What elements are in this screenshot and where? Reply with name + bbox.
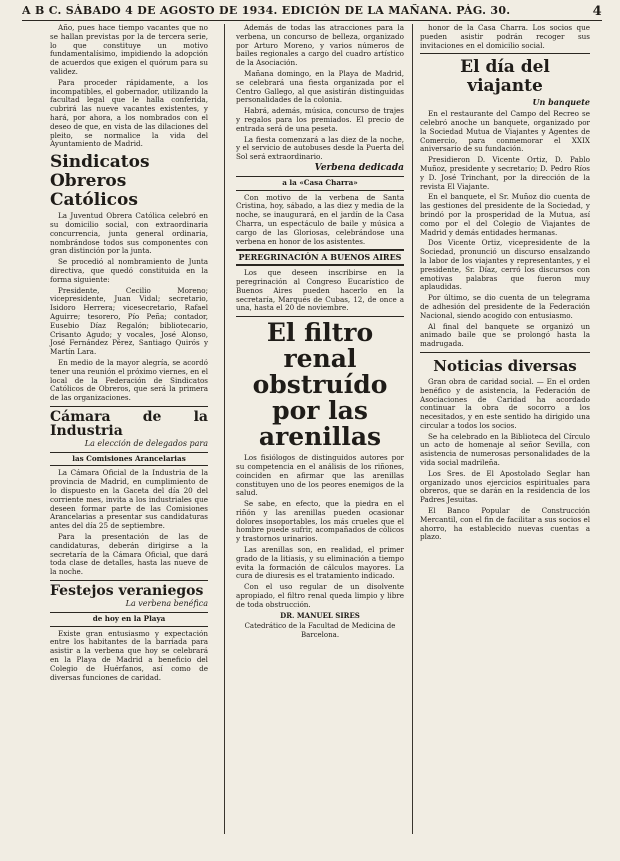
paragraph: La Juventud Obrera Católica celebró en su domicilio social, con extraordinaria concurrencia, junta general ordinaria, nombrándose todos sus componentes con gran distinción por la junta. <box>50 211 208 256</box>
section-rule <box>50 406 208 407</box>
paragraph: honor de la Casa Charra. Los socios que pueden asistir podrán recoger sus invitaciones en el domicilio social. <box>420 23 590 50</box>
section-rule <box>236 316 404 317</box>
section-rule <box>420 53 590 54</box>
paragraph: Se ha celebrado en la Biblioteca del Círculo un acto de homenaje al señor Sevilla, con asistencia de numerosas personalidades de la vida social madrileña. <box>420 431 590 468</box>
paragraph: Con el uso regular de un disolvente apropiado, el filtro renal queda limpio y libre de toda obstrucción. <box>236 582 404 609</box>
paragraph: Para la presentación de las de candidaturas, deberán dirigirse a la secretaría de la Cámara Oficial, que dará toda clase de detalles, hasta las nueve de la noche. <box>50 532 208 577</box>
paragraph: Los fisiólogos de distinguidos autores por su competencia en el análisis de los riñones, coinciden en afirmar que las arenillas constituyen uno de los peores enemigos de la salud. <box>236 453 404 498</box>
section-rule <box>420 352 590 353</box>
paragraph: Existe gran entusiasmo y expectación entre los habitantes de la barriada para asistir a la verbena que hoy se celebrará en la Playa de Madrid a beneficio del Colegio de Huérfanos, así como de diversas funciones de caridad. <box>50 628 208 682</box>
headline-filtro-renal: El filtro renal obstruído por las arenillas <box>252 318 388 452</box>
paragraph: Habrá, además, música, concurso de trajes y regalos para los premiados. El precio de entrada será de una peseta. <box>236 106 404 133</box>
boxed-subheadline: a la «Casa Charra» <box>236 176 404 191</box>
headline-sindicatos: Sindicatos Obreros Católicos <box>50 152 150 211</box>
header-text: A B C. SÁBADO 4 DE AGOSTO DE 1934. EDICIÓN DE LA MAÑANA. PÁG. 30. <box>22 4 511 17</box>
signature-name: DR. MANUEL SIRES <box>280 610 360 620</box>
paragraph: El Banco Popular de Construcción Mercantil, con el fin de facilitar a sus socios el ahorro, ha establecido nuevas cuentas a plazo. <box>420 506 590 542</box>
column-1 <box>50 24 208 684</box>
section-rule <box>50 580 208 581</box>
paragraph: Gran obra de caridad social. — En el orden benéfico y de asistencia, la Federación de Asociaciones de Caridad ha acordado continuar la obra de socorro a los necesitados, y en este sentido ha dirigido una circular a todos los socios. <box>420 376 590 430</box>
paragraph: Los Sres. de El Apostolado Seglar han organizado unos ejercicios espirituales para obreros, que se darán en la residencia de los Padres Jesuitas. <box>420 468 590 505</box>
headline-dia-viajante: El día del viajante <box>460 57 550 97</box>
paragraph: La Cámara Oficial de la Industria de la provincia de Madrid, en cumplimiento de lo dispuesto en la Gaceta del día 20 del corriente mes, invita a los industriales que deseen formar parte de las Comisiones Arancelarias a presentar sus candidaturas antes del día 25 de septiembre. <box>50 468 208 531</box>
paragraph: Se procedió al nombramiento de Junta directiva, que quedó constituida en la forma siguiente: <box>50 257 208 284</box>
page-header <box>22 4 602 21</box>
column-divider <box>412 24 413 834</box>
paragraph: Mañana domingo, en la Playa de Madrid, se celebrará una fiesta organizada por el Centro Gallego, al que asistirán distinguidas personalidades de la colonia. <box>236 68 404 105</box>
paragraph: Al final del banquete se organizó un animado baile que se prolongó hasta la madrugada. <box>420 321 590 349</box>
paragraph: Presidieron D. Vicente Ortiz, D. Pablo Muñoz, presidente y secretario; D. Pedro Ríos y D. José Trinchant, por la dirección de la revista El Viajante. <box>420 155 590 191</box>
subheadline: La elección de delegados para <box>84 438 208 448</box>
headline-noticias: Noticias diversas <box>433 356 577 375</box>
column-3 <box>420 24 590 544</box>
paragraph: Se sabe, en efecto, que la piedra en el riñón y las arenillas pueden ocasionar dolores insoportables, los más crueles que el hombre puede sufrir, acompañados de cólicos y trastornos urinarios. <box>236 499 404 544</box>
notice-header: PEREGRINACIÓN A BUENOS AIRES <box>236 249 404 266</box>
paragraph: En el banquete, el Sr. Muñoz dio cuenta de las gestiones del presidente de la Sociedad, y brindó por la prosperidad de la Mutua, así como por el del Colegio de Viajantes de Madrid y demás entidades hermanas. <box>420 192 590 237</box>
paragraph: Las arenillas son, en realidad, el primer grado de la litiasis, y su eliminación a tiempo evita la formación de cálculos mayores. La cura de diuresis es el tratamiento indicado. <box>236 545 404 581</box>
paragraph: Dos Vicente Ortiz, vicepresidente de la Sociedad, pronunció un discurso ensalzando la labor de los viajantes y representantes, y el presidente, Sr. Díaz, cerró los discursos con emotivas palabras que fueron muy aplaudidas. <box>420 238 590 292</box>
headline-camara: Cámara de la Industria <box>50 408 208 439</box>
paragraph: Año, pues hace tiempo vacantes que no se hallan previstas por la de tercera serie, lo que constituye un motivo fundamentalísimo, impidiendo la adopción de acuerdos que exigen el quórum para su validez. <box>50 23 208 76</box>
paragraph: Además de todas las atracciones para la verbena, un concurso de belleza, organizado por Arturo Moreno, y varios números de bailes regionales a cargo del cuadro artístico de la Asociación. <box>236 23 404 68</box>
paragraph: Los que deseen inscribirse en la peregrinación al Congreso Eucarístico de Buenos Aires pueden hacerlo en la secretaría, Marqués de Cubas, 12, de once a una, hasta el 20 de noviembre. <box>236 268 404 313</box>
paragraph: En el restaurante del Campo del Recreo se celebró anoche un banquete, organizado por la Sociedad Mutua de Viajantes y Agentes de Comercio, para conmemorar el XXIX aniversario de su fundación. <box>420 109 590 154</box>
column-divider <box>224 24 225 834</box>
signature-title: Catedrático de la Facultad de Medicina de Barcelona. <box>244 622 396 640</box>
paragraph: En medio de la mayor alegría, se acordó tener una reunión el próximo viernes, en el local de la Federación de Sindicatos Católicos de Obreros, que será la primera de las organizaciones. <box>50 357 208 403</box>
paragraph: Para proceder rápidamente, a los incompatibles, el gobernador, utilizando la facultad legal que le halla conferida, cubrirá las nueve vacantes existentes, y hará, por ahora, a los nombrados con el deseo de que, en vista de las dilaciones del pleito, se normalice la vida del Ayuntamiento de Madrid. <box>50 77 208 149</box>
boxed-subheadline: las Comisiones Arancelarias <box>50 452 208 467</box>
column-2 <box>236 24 404 640</box>
paragraph: Por último, se dio cuenta de un telegrama de adhesión del presidente de la Federación Nacional, siendo acogido con entusiasmo. <box>420 293 590 320</box>
paragraph: Con motivo de la verbena de Santa Cristina, hoy, sábado, a las diez y media de la noche, se inaugurará, en el jardín de la Casa Charra, un espectáculo de baile y música a cargo de las Gloriosas, celebrándose una verbena en honor de los asistentes. <box>236 192 404 246</box>
paragraph: La fiesta comenzará a las diez de la noche, y el servicio de autobuses desde la Puerta del Sol será extraordinario. <box>236 134 404 162</box>
page-mark: 4 <box>592 4 602 19</box>
headline-festejos: Festejos veraniegos <box>50 583 204 600</box>
subheadline: La verbena benéfica <box>125 599 208 609</box>
subheadline: Verbena dedicada <box>314 162 404 173</box>
subheadline: Un banquete <box>532 97 590 108</box>
paragraph: Presidente, Cecilio Moreno; vicepresidente, Juan Vidal; secretario, Isidoro Herrera; vicesecretario, Rafael Aguirre; tesorero, Pío Peña; contador, Eusebio Díaz Regalón; bibliotecario, Crisanto Agudo; y vocales, José Alonso, José Fernández Pérez, Santiago Quirós y Martín Lara. <box>50 285 208 357</box>
boxed-subheadline: de hoy en la Playa <box>50 612 208 627</box>
